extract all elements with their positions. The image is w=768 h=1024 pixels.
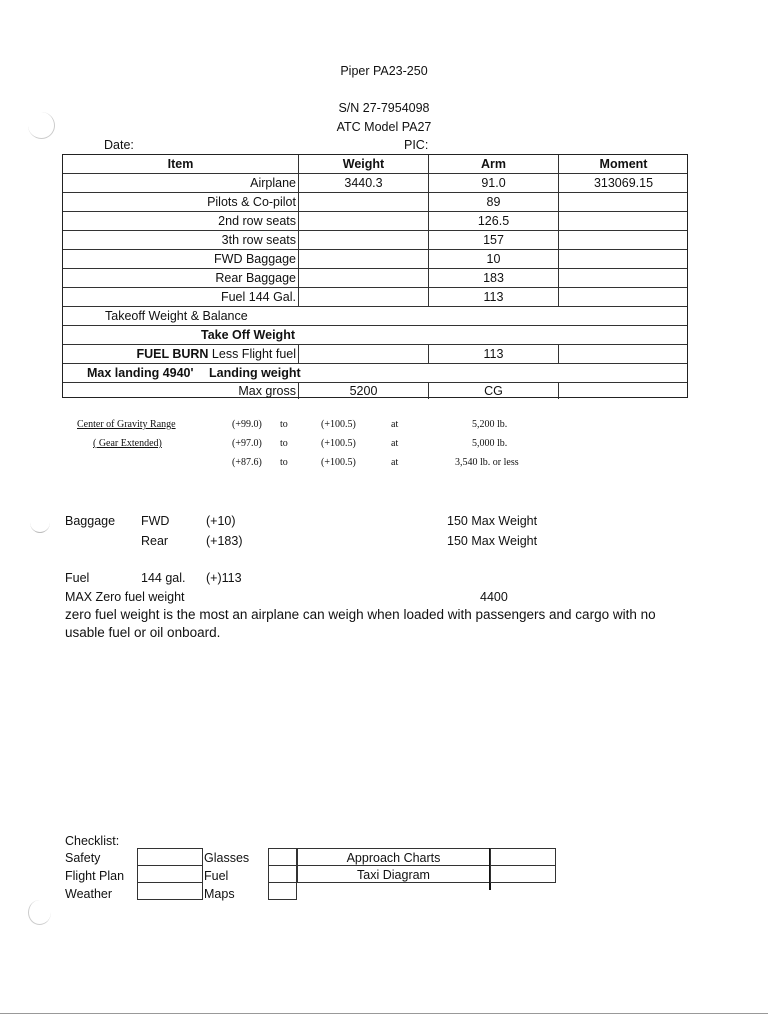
max-landing-label: Max landing 4940' (87, 366, 194, 380)
arm-cell: 91.0 (428, 174, 558, 192)
baggage-rear-max: 150 Max Weight (447, 534, 538, 548)
table-row (63, 288, 687, 307)
column-header-arm: Arm (428, 155, 558, 173)
weight-balance-table (62, 154, 688, 398)
serial-number: S/N 27-7954098 (338, 101, 430, 115)
checklist-item-taxi-diagram: Taxi Diagram (357, 868, 430, 882)
column-header-item: Item (167, 157, 194, 171)
fuel-arm: (+)113 (206, 571, 242, 585)
column-header-moment: Moment (558, 155, 688, 173)
zero-fuel-value: 4400 (480, 590, 508, 604)
cg-aft-limit: (+100.5) (321, 457, 356, 468)
arm-cell: 126.5 (428, 212, 558, 230)
weight-cell: 3440.3 (298, 174, 428, 192)
item-cell: 2nd row seats (218, 214, 296, 228)
atc-model: ATC Model PA27 (336, 120, 432, 134)
cg-weight: 5,200 lb. (472, 419, 508, 430)
baggage-rear-label: Rear (141, 534, 169, 548)
max-gross-label: Max gross (238, 384, 296, 398)
moment-cell (558, 231, 688, 249)
checklist-item-safety: Safety (65, 851, 101, 865)
document-title: Piper PA23-250 (340, 64, 428, 78)
cg-range-subtitle: ( Gear Extended) (93, 438, 162, 449)
baggage-fwd-label: FWD (141, 514, 170, 528)
zero-fuel-definition-line2: usable fuel or oil onboard. (65, 625, 221, 640)
cg-fwd-limit: (+97.0) (232, 438, 262, 449)
cg-to: to (280, 438, 288, 449)
arm-cell: 89 (428, 193, 558, 211)
item-cell: Airplane (250, 176, 296, 190)
fuel-burn-label (63, 345, 298, 363)
item-cell: Fuel 144 Gal. (220, 290, 296, 304)
table-row (63, 231, 687, 250)
item-cell: Pilots & Co-pilot (207, 195, 296, 209)
column-header-weight: Weight (298, 155, 428, 173)
cg-fwd-limit: (+99.0) (232, 419, 262, 430)
checkbox-flight-plan[interactable] (137, 865, 203, 883)
item-cell: FWD Baggage (214, 252, 296, 266)
cg-weight: 3,540 lb. or less (455, 457, 519, 468)
baggage-label: Baggage (65, 514, 116, 528)
date-label: Date: (104, 138, 134, 152)
checkbox-glasses[interactable] (268, 848, 297, 866)
zero-fuel-definition-line1: zero fuel weight is the most an airplane can weigh when loaded with passengers and cargo with no (65, 607, 656, 622)
arm-cell: 10 (428, 250, 558, 268)
item-cell: Rear Baggage (215, 271, 296, 285)
hole-punch-mark (30, 512, 50, 533)
baggage-rear-arm: (+183) (206, 534, 243, 548)
max-gross-row (63, 383, 687, 399)
checklist-item-glasses: Glasses (204, 851, 250, 865)
checkbox-taxi-diagram[interactable] (490, 865, 556, 883)
table-row (63, 212, 687, 231)
moment-cell (558, 250, 688, 268)
fuel-burn-rest: Less Flight fuel (208, 347, 296, 361)
moment-cell (558, 383, 688, 399)
checklist-title: Checklist: (65, 834, 120, 848)
table-row (63, 250, 687, 269)
cg-to: to (280, 457, 288, 468)
arm-cell: 113 (428, 345, 558, 363)
moment-cell (558, 345, 688, 363)
baggage-fwd-arm: (+10) (206, 514, 236, 528)
fuel-burn-bold: FUEL BURN (136, 347, 209, 361)
moment-cell (558, 269, 688, 287)
takeoff-weight-row (63, 326, 687, 345)
checklist-item-approach-charts: Approach Charts (346, 851, 441, 865)
fuel-capacity: 144 gal. (141, 571, 186, 585)
pic-label: PIC: (404, 138, 429, 152)
arm-cell: 113 (428, 288, 558, 306)
table-row (63, 193, 687, 212)
max-gross-value: 5200 (298, 383, 428, 399)
takeoff-wb-row (63, 307, 687, 326)
fuel-label: Fuel (65, 571, 90, 585)
weight-cell (298, 345, 428, 363)
moment-cell (558, 212, 688, 230)
weight-cell (298, 269, 428, 287)
checkbox-maps[interactable] (268, 882, 297, 900)
checkbox-safety[interactable] (137, 848, 203, 866)
moment-cell: 313069.15 (558, 174, 688, 192)
scan-edge-line (0, 1013, 768, 1014)
item-cell: 3th row seats (221, 233, 296, 247)
cg-at: at (391, 438, 399, 449)
baggage-fwd-max: 150 Max Weight (447, 514, 538, 528)
cg-weight: 5,000 lb. (472, 438, 508, 449)
weight-cell (298, 288, 428, 306)
hole-punch-mark (28, 900, 51, 925)
moment-cell (558, 193, 688, 211)
weight-cell (298, 193, 428, 211)
cg-at: at (391, 457, 399, 468)
cg-label: CG (428, 383, 558, 399)
table-header-row (63, 155, 687, 174)
moment-cell (558, 288, 688, 306)
checklist-item-fuel: Fuel (204, 869, 229, 883)
weight-cell (298, 231, 428, 249)
checkbox-fuel[interactable] (268, 865, 297, 883)
landing-weight-label: Landing weight (209, 366, 301, 380)
cg-aft-limit: (+100.5) (321, 419, 356, 430)
weight-cell (298, 212, 428, 230)
checklist-item-weather: Weather (65, 887, 113, 901)
arm-cell: 183 (428, 269, 558, 287)
zero-fuel-label: MAX Zero fuel weight (65, 590, 185, 604)
checklist-item-flight-plan: Flight Plan (65, 869, 125, 883)
weight-cell (298, 250, 428, 268)
landing-weight-row (63, 364, 687, 383)
takeoff-weight-label: Take Off Weight (201, 328, 295, 342)
checkbox-weather[interactable] (137, 882, 203, 900)
table-row (63, 174, 687, 193)
cg-fwd-limit: (+87.6) (232, 457, 262, 468)
takeoff-wb-label: Takeoff Weight & Balance (105, 309, 248, 323)
hole-punch-mark (28, 112, 55, 139)
table-row (63, 269, 687, 288)
cg-to: to (280, 419, 288, 430)
fuel-burn-row (63, 345, 687, 364)
checklist-item-maps: Maps (204, 887, 235, 901)
cg-at: at (391, 419, 399, 430)
arm-cell: 157 (428, 231, 558, 249)
cg-range-title: Center of Gravity Range (77, 419, 176, 430)
cg-aft-limit: (+100.5) (321, 438, 356, 449)
checkbox-approach-charts[interactable] (490, 848, 556, 866)
